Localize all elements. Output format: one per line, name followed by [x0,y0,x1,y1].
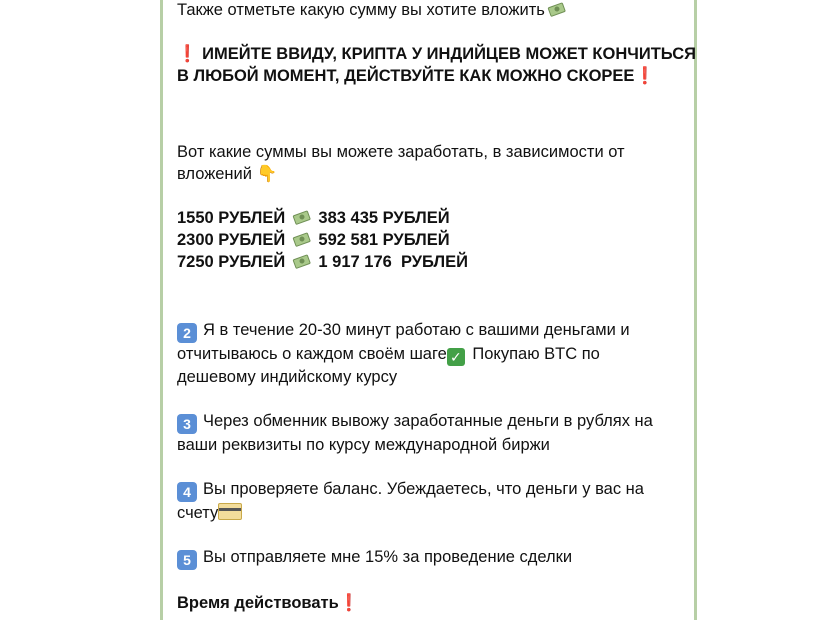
step-3-line-2: ваши реквизиты по курсу международной биржи [177,436,550,454]
step-2-line-2: отчитываюсь о каждом своём шаге ✓ Покупаю BTC по [177,345,600,365]
money-with-wings-icon [547,1,567,17]
keycap-5-icon: 5 [177,550,197,570]
step-5-line-1: 5 Вы отправляете мне 15% за проведение сделки [177,546,687,570]
earnings-line-2: вложений 👇 [177,164,278,183]
keycap-2-icon: 2 [177,323,197,343]
earnings-line-1: Вот какие суммы вы можете заработать, в зависимости от [177,143,625,161]
money-with-wings-icon [292,253,312,269]
warning-line-2: В ЛЮБОЙ МОМЕНТ, ДЕЙСТВУЙТЕ КАК МОЖНО СКОРЕЕ❗ [177,67,655,85]
keycap-3-icon: 3 [177,414,197,434]
step-4-line-1: 4 Вы проверяете баланс. Убеждаетесь, что деньги у вас на [177,478,687,502]
step-3-line-1: 3 Через обменник вывожу заработанные деньги в рублях на [177,410,687,434]
warning-line-1: ❗ ИМЕЙТЕ ВВИДУ, КРИПТА У ИНДИЙЦЕВ МОЖЕТ КОНЧИТЬСЯ [177,45,697,63]
exclamation-icon: ❗ [338,594,360,612]
keycap-4-icon: 4 [177,482,197,502]
step-4-line-2: счету [177,502,687,524]
pointing-down-icon: 👇 [256,164,278,183]
amount-row: 1550 РУБЛЕЙ 383 435 РУБЛЕЙ [177,209,450,227]
money-with-wings-icon [292,209,312,225]
amount-row: 2300 РУБЛЕЙ 592 581 РУБЛЕЙ [177,231,450,249]
message-text [177,0,697,614]
exclamation-icon: ❗ [177,45,198,63]
amount-row: 7250 РУБЛЕЙ 1 917 176 РУБЛЕЙ [177,253,468,271]
money-with-wings-icon [292,231,312,247]
step-2-line-3: дешевому индийскому курсу [177,368,398,386]
exclamation-icon: ❗ [634,67,655,85]
intro-line: Также отметьте какую сумму вы хотите вложить [177,0,687,21]
credit-card-icon [218,503,242,520]
step-2-line-1: 2 Я в течение 20-30 минут работаю с вашими деньгами и [177,319,687,343]
call-to-action: Время действовать❗ [177,594,360,612]
check-mark-icon: ✓ [447,348,465,366]
